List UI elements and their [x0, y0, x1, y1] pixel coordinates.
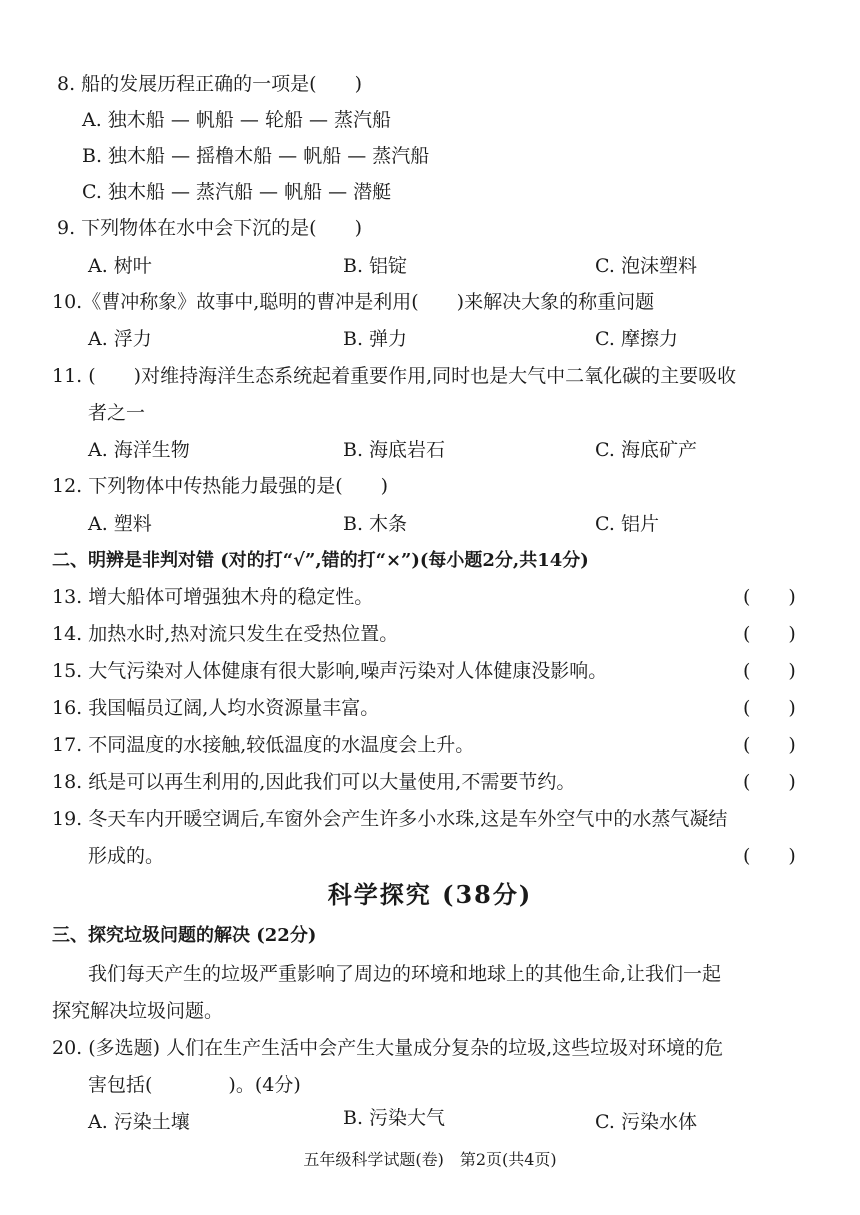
answer-paren-18: ( ) — [743, 771, 796, 793]
judge-item-14: 14. 加热水时,热对流只发生在受热位置。 — [52, 623, 399, 645]
question-11-stem-cont: 者之一 — [88, 402, 146, 424]
question-12-option-c: C. 铝片 — [595, 513, 659, 535]
question-8-option-c: C. 独木船 — 蒸汽船 — 帆船 — 潜艇 — [82, 181, 392, 203]
question-9-option-c: C. 泡沫塑料 — [595, 255, 697, 277]
question-20-option-b: B. 污染大气 — [343, 1107, 446, 1129]
question-10-stem: 10.《曹冲称象》故事中,聪明的曹冲是利用( )来解决大象的称重问题 — [52, 291, 655, 313]
question-11-stem: 11. ( )对维持海洋生态系统起着重要作用,同时也是大气中二氧化碳的主要吸收 — [52, 365, 737, 387]
question-11-option-b: B. 海底岩石 — [343, 439, 446, 461]
answer-paren-16: ( ) — [743, 697, 796, 719]
question-20-option-c: C. 污染水体 — [595, 1111, 697, 1133]
question-8-stem: 8. 船的发展历程正确的一项是( ) — [57, 73, 362, 95]
question-11-option-a: A. 海洋生物 — [88, 439, 190, 461]
question-20-option-a: A. 污染土壤 — [88, 1111, 190, 1133]
question-20-stem-cont: 害包括( )。(4分) — [88, 1074, 301, 1096]
question-12-option-b: B. 木条 — [343, 513, 408, 535]
question-11-option-c: C. 海底矿产 — [595, 439, 697, 461]
section-3-heading: 三、探究垃圾问题的解决 (22分) — [52, 925, 317, 946]
question-8-option-b: B. 独木船 — 摇橹木船 — 帆船 — 蒸汽船 — [82, 145, 430, 167]
question-20-stem: 20. (多选题) 人们在生产生活中会产生大量成分复杂的垃圾,这些垃圾对环境的危 — [52, 1037, 724, 1059]
page-footer: 五年级科学试题(卷) 第2页(共4页) — [303, 1150, 557, 1169]
judge-item-17: 17. 不同温度的水接触,较低温度的水温度会上升。 — [52, 734, 475, 756]
answer-paren-13: ( ) — [743, 586, 796, 608]
question-9-stem: 9. 下列物体在水中会下沉的是( ) — [57, 217, 362, 239]
question-12-stem: 12. 下列物体中传热能力最强的是( ) — [52, 475, 389, 497]
question-8-option-a: A. 独木船 — 帆船 — 轮船 — 蒸汽船 — [82, 109, 392, 131]
question-10-option-c: C. 摩擦力 — [595, 328, 678, 350]
section-3-intro: 我们每天产生的垃圾严重影响了周边的环境和地球上的其他生命,让我们一起 — [88, 963, 722, 985]
answer-paren-17: ( ) — [743, 734, 796, 756]
judge-item-19: 19. 冬天车内开暖空调后,车窗外会产生许多小水珠,这是车外空气中的水蒸气凝结 — [52, 808, 728, 830]
answer-paren-15: ( ) — [743, 660, 796, 682]
judge-item-13: 13. 增大船体可增强独木舟的稳定性。 — [52, 586, 374, 608]
question-10-option-b: B. 弹力 — [343, 328, 408, 350]
section-2-heading: 二、明辨是非判对错 (对的打“√”,错的打“×”)(每小题2分,共14分) — [52, 550, 589, 571]
judge-item-15: 15. 大气污染对人体健康有很大影响,噪声污染对人体健康没影响。 — [52, 660, 608, 682]
judge-item-16: 16. 我国幅员辽阔,人均水资源量丰富。 — [52, 697, 380, 719]
answer-paren-14: ( ) — [743, 623, 796, 645]
part-title: 科学探究 (38分) — [327, 880, 533, 909]
question-9-option-b: B. 铝锭 — [343, 255, 408, 277]
answer-paren-19: ( ) — [743, 845, 796, 867]
section-3-intro-cont: 探究解决垃圾问题。 — [52, 1000, 224, 1022]
judge-item-19-cont: 形成的。 — [88, 845, 165, 867]
question-9-option-a: A. 树叶 — [88, 255, 152, 277]
question-10-option-a: A. 浮力 — [88, 328, 152, 350]
question-12-option-a: A. 塑料 — [88, 513, 152, 535]
judge-item-18: 18. 纸是可以再生利用的,因此我们可以大量使用,不需要节约。 — [52, 771, 576, 793]
